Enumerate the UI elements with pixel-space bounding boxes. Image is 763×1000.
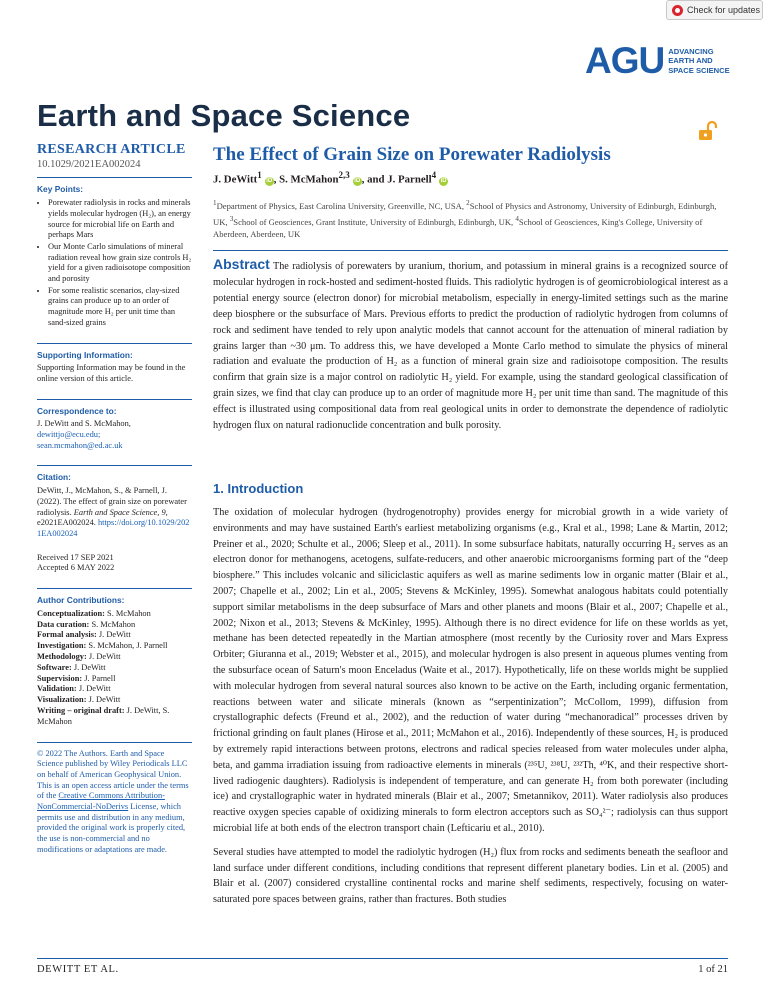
article-type: RESEARCH ARTICLE — [37, 142, 186, 157]
license-link[interactable]: Creative Commons Attribution-NonCommercial-NoDerivs — [37, 791, 165, 812]
accepted-date: Accepted 6 MAY 2022 — [37, 563, 115, 573]
agu-tagline-line: ADVANCING — [668, 46, 714, 56]
sidebar — [37, 142, 192, 856]
key-point: • Our Monte Carlo simulations of mineral radiation reveal how grain size controls H₂ yield for a given radioisotope composition and porosity — [48, 242, 192, 285]
abstract-text: The radiolysis of porewaters by uranium, thorium, and potassium in mineral grains is a recognized source of molecular hydrogen in rock-hosted and sediment-hosted fluids. This radiolytic hydrogen is of geomicrobiological interest as a potential energy source (electron donor) for microbial metabolism, especially in energy-limited settings such as the marine deep biosphere or the subsurface of Mars. Previous efforts to predict the production of radiolytic hydrogen from columns of rock and sediment have tended to rely upon analytic models that cannot account for the attenuation of mineral radiation by grains larger than ~30 μm. To address this, we have developed a Monte Carlo method to simulate the physics of mineral radiation and evaluate the production of H₂ as a function of mineral grain size and radioisotope composition. The results confirm that grain size is a major control on radiolytic H₂ yield. For example, using the standard geological classification of grain sizes, we find that clay can produce up to an order of magnitude more H₂ per unit time than sand. The magnitude of this effect is illustrated using compositional data from real geological units in order to demonstrate the dependence of radiolytic hydrogen flux on natural radionuclide concentration and bulk porosity. — [213, 261, 728, 432]
email-link[interactable]: sean.mcmahon@ed.ac.uk — [37, 440, 123, 450]
abstract — [213, 257, 728, 434]
affiliation: Department of Physics, East Carolina University, Greenville, NC, USA, — [216, 200, 467, 211]
contribution-item: Conceptualization: S. McMahon — [37, 608, 151, 618]
agu-tagline-line: EARTH AND — [668, 56, 713, 66]
page-number: 1 of 21 — [698, 964, 728, 975]
author-list: J. DeWitt$^1$iD , S. McMahon$^{2,3}$iD , and J. Parnell$^4$iD — [213, 170, 447, 186]
contribution-item: Formal analysis: J. DeWitt — [37, 630, 131, 640]
agu-logo[interactable] — [585, 40, 730, 81]
divider — [37, 399, 192, 400]
author-name[interactable]: J. Parnell — [387, 173, 432, 186]
affiliation: School of Geosciences, King's College, University of Aberdeen, Aberdeen, UK — [213, 216, 703, 240]
contribution-item: Visualization: J. DeWitt — [37, 695, 121, 705]
orcid-icon[interactable]: iD — [266, 177, 273, 184]
correspondence-names: J. DeWitt and S. McMahon, — [37, 419, 131, 429]
citation-doi-link[interactable]: https://doi.org/10.1029/2021EA002024 — [37, 518, 190, 538]
contribution-item: Supervision: J. Parnell — [37, 673, 116, 683]
abstract-heading: Abstract — [213, 256, 270, 272]
agu-tagline — [668, 47, 729, 76]
citation-text: DeWitt, J., McMahon, S., & Parnell, J. (2022). The effect of grain size on porewater radiolysis. — [37, 486, 187, 517]
doi: 10.1029/2021EA002024 — [37, 158, 141, 170]
affiliation: School of Geosciences, Grant Institute, University of Edinburgh, Edinburgh, UK, — [233, 216, 516, 227]
email-link[interactable]: dewittjo@ecu.edu; — [37, 430, 101, 440]
contribution-item: Investigation: S. McMahon, J. Parnell — [37, 641, 168, 651]
contribution-item: Methodology: J. DeWitt — [37, 651, 121, 661]
orcid-icon[interactable]: iD — [440, 177, 447, 184]
check-for-updates-label: Check for updates — [687, 5, 761, 15]
orcid-icon[interactable]: iD — [354, 177, 361, 184]
divider — [37, 742, 192, 743]
running-head: DEWITT ET AL. — [37, 964, 119, 975]
divider — [213, 250, 728, 251]
section-heading: 1. Introduction — [213, 481, 304, 496]
agu-tagline-line: SPACE SCIENCE — [668, 65, 730, 75]
contribution-item: Writing – original draft: J. DeWitt, S. McMahon — [37, 705, 170, 726]
citation-rest: e2021EA002024. — [37, 518, 96, 528]
journal-title: Earth and Space Science — [37, 98, 411, 133]
author-name[interactable]: S. McMahon — [279, 173, 339, 186]
key-points-list — [37, 198, 192, 328]
crossmark-icon — [672, 5, 683, 16]
divider — [37, 588, 192, 589]
key-point: • For some realistic scenarios, clay-sized grains can produce up to an order of magnitude more H₂ per unit time than sand-sized grains — [48, 286, 192, 329]
affiliation: School of Physics and Astronomy, University of Edinburgh, Edinburgh, UK, — [213, 200, 717, 227]
divider — [37, 177, 192, 178]
contribution-item: Validation: J. DeWitt — [37, 684, 111, 694]
correspondence-heading: Correspondence to: — [37, 405, 117, 416]
supporting-info-text: Supporting Information may be found in the online version of this article. — [37, 363, 186, 383]
supporting-info-heading: Supporting Information: — [37, 349, 133, 360]
key-point: • Porewater radiolysis in rocks and minerals yields molecular hydrogen (H₂), an energy source for microbial life on Earth and perhaps Mars — [48, 198, 192, 241]
divider — [37, 343, 192, 344]
paragraph: The oxidation of molecular hydrogen (hydrogenotrophy) provides energy for microbial growth in a wide variety of environments and may have sustained Earth's earliest metabolizing organisms (e.g., Kral et al., 1998; Lane & Martin, 2012; Preiner et al., 2020; Schulte et al., 2006; Sleep et al., 2011). In some subsurface habitats, naturally occurring H₂ serves as an electron donor for methanogens, acetogens, sulfate-reducers, and other anaerobic microorganisms forming part of the “deep biosphere.” This includes volcanic and siliciclastic aquifers as well as marine sediments low in organic matter (Blair et al., 2007; Chapelle et al., 2002; Lin et al., 2005; Stevens & McKinley, 1995). Somewhat analogous habitats could potentially support similar metabolisms in the deep subsurface of Mars and other planets and moons (Blair et al., 2007; Chapelle et al., 2002; Nixon et al., 2013; Stevens & McKinley, 1995). Although there is no direct evidence for life on these worlds as yet, methane has been detected repeatedly in the Martian atmosphere (most recently by the Curiosity rover and Mars Express Orbiter; Giuranna et al., 2019; Webster et al., 2015), and molecular hydrogen is also present in aqueous plumes venting from the subsurface ocean of Saturn's moon Enceladus (Waite et al., 2017). Hypothetically, life on these worlds might be supplied with molecular hydrogen from several natural sources also known to be active on the Earth, including organic fermentation, reactions between water and silicate minerals (known as “serpentinization”; McCollom, 1999), diffusion from crystallographic defects (Freund et al., 2002), and the reduction of water during “mechanoradical” processes driven by frictional grinding on fault planes (Hirose et al., 2011; McMahon et al., 2016). Independently of these sources, H₂ is produced by extremely rapid interactions between protons, electrons and radical species released from water molecules under alpha, beta, and gamma irradiation issuing from radioactive elements in minerals (²³⁵U, ²³⁸U, ²³²Th, ⁴⁰K, and their respective short-lived radiogenic daughters). Radiolysis is independent of temperature, and can generate H₂ from both porewater (including ice) and crystallographic water in hydrated minerals (Blair et al., 2007; Smetannikov, 2011). Water radiolysis also produces reactive oxygen species capable of oxidizing minerals to form electron acceptors such as SO₄²⁻; radiolysis can thus support microbial life at both ends of the electron transport chain (Lefticariu et al., 2010). — [213, 507, 728, 834]
introduction-body — [213, 505, 728, 916]
check-for-updates-button[interactable] — [666, 0, 763, 20]
license: This is an open access article under the terms of the Creative Commons Attribution-NonCommercial-NoDerivs License, which permits use and distribution in any medium, provided the original work is properly cited, the use is non-commercial and no modifications or adaptations are made. — [37, 780, 189, 854]
contributions-heading: Author Contributions: — [37, 595, 125, 606]
divider — [37, 958, 728, 959]
key-points-heading: Key Points: — [37, 184, 84, 195]
contribution-item: Data curation: S. McMahon — [37, 619, 136, 629]
author-name[interactable]: J. DeWitt — [213, 173, 258, 186]
divider — [37, 465, 192, 466]
copyright: © 2022 The Authors. Earth and Space Science published by Wiley Periodicals LLC on behalf of American Geophysical Union. — [37, 748, 188, 779]
contributions-list — [37, 609, 192, 728]
article-title: The Effect of Grain Size on Porewater Radiolysis — [213, 144, 611, 165]
contribution-item: Software: J. DeWitt — [37, 662, 106, 672]
open-access-lock-icon — [697, 120, 719, 142]
received-date: Received 17 SEP 2021 — [37, 552, 114, 562]
affiliations: $^1$Department of Physics, East Carolina University, Greenville, NC, USA, $^2$School of Physics and Astronomy, University of Edinburgh, Edinburgh, UK, $^3$School of Geosciences, Grant Institute, University of Edinburgh, Edinburgh, UK, $^4$School of Geosciences, King's College, University of Aberdeen, Aberdeen, UK — [213, 199, 717, 240]
paragraph: Several studies have attempted to model the radiolytic hydrogen (H₂) flux from rocks and sediments beneath the seafloor and land surface under different conditions, including conditions that represent different planetary bodies. Lin et al. (2005) and Blair et al. (2007) considered crystalline continental rocks and marine shelf sediments, respectively, focusing on water-saturated pore spaces between grains, rather than fractures. Both studies — [213, 846, 728, 906]
citation — [37, 486, 192, 540]
agu-logo-mark: AGU — [585, 40, 665, 81]
citation-heading: Citation: — [37, 472, 71, 483]
citation-journal: Earth and Space Science, 9, — [73, 507, 168, 517]
